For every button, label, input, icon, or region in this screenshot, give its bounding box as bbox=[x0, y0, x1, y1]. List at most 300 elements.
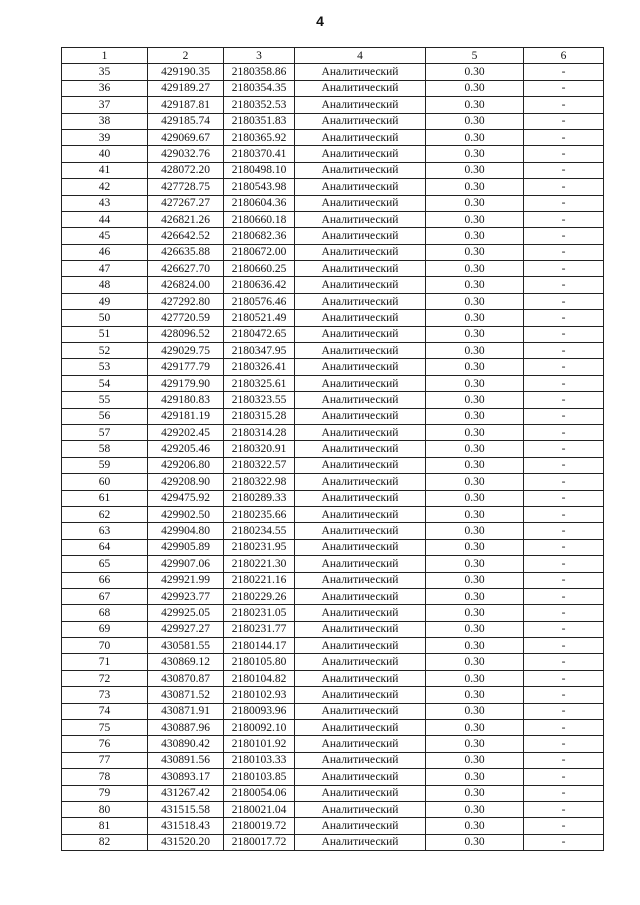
note-cell: - bbox=[524, 506, 604, 522]
table-row bbox=[62, 179, 604, 195]
y-coordinate-cell: 2180521.49 bbox=[224, 310, 295, 326]
table-row bbox=[62, 293, 604, 309]
point-number-cell: 38 bbox=[62, 113, 148, 129]
method-cell: Аналитический bbox=[295, 359, 426, 375]
method-cell: Аналитический bbox=[295, 523, 426, 539]
note-cell: - bbox=[524, 326, 604, 342]
x-coordinate-cell: 429187.81 bbox=[148, 97, 224, 113]
note-cell: - bbox=[524, 375, 604, 391]
column-header-2: 2 bbox=[148, 48, 224, 64]
table-row bbox=[62, 162, 604, 178]
x-coordinate-cell: 426635.88 bbox=[148, 244, 224, 260]
y-coordinate-cell: 2180235.66 bbox=[224, 506, 295, 522]
table-row bbox=[62, 687, 604, 703]
accuracy-cell: 0.30 bbox=[426, 310, 524, 326]
note-cell: - bbox=[524, 474, 604, 490]
accuracy-cell: 0.30 bbox=[426, 752, 524, 768]
method-cell: Аналитический bbox=[295, 310, 426, 326]
table-row bbox=[62, 654, 604, 670]
point-number-cell: 80 bbox=[62, 801, 148, 817]
x-coordinate-cell: 427728.75 bbox=[148, 179, 224, 195]
accuracy-cell: 0.30 bbox=[426, 818, 524, 834]
accuracy-cell: 0.30 bbox=[426, 703, 524, 719]
accuracy-cell: 0.30 bbox=[426, 720, 524, 736]
x-coordinate-cell: 427292.80 bbox=[148, 293, 224, 309]
method-cell: Аналитический bbox=[295, 80, 426, 96]
x-coordinate-cell: 428096.52 bbox=[148, 326, 224, 342]
accuracy-cell: 0.30 bbox=[426, 539, 524, 555]
method-cell: Аналитический bbox=[295, 129, 426, 145]
accuracy-cell: 0.30 bbox=[426, 670, 524, 686]
accuracy-cell: 0.30 bbox=[426, 277, 524, 293]
y-coordinate-cell: 2180352.53 bbox=[224, 97, 295, 113]
table-row bbox=[62, 129, 604, 145]
note-cell: - bbox=[524, 310, 604, 326]
point-number-cell: 57 bbox=[62, 424, 148, 440]
method-cell: Аналитический bbox=[295, 736, 426, 752]
table-row bbox=[62, 785, 604, 801]
table-row bbox=[62, 228, 604, 244]
method-cell: Аналитический bbox=[295, 572, 426, 588]
point-number-cell: 53 bbox=[62, 359, 148, 375]
y-coordinate-cell: 2180576.46 bbox=[224, 293, 295, 309]
y-coordinate-cell: 2180358.86 bbox=[224, 64, 295, 80]
note-cell: - bbox=[524, 408, 604, 424]
column-header-3: 3 bbox=[224, 48, 295, 64]
y-coordinate-cell: 2180234.55 bbox=[224, 523, 295, 539]
x-coordinate-cell: 430869.12 bbox=[148, 654, 224, 670]
accuracy-cell: 0.30 bbox=[426, 736, 524, 752]
accuracy-cell: 0.30 bbox=[426, 490, 524, 506]
table-row bbox=[62, 113, 604, 129]
x-coordinate-cell: 429907.06 bbox=[148, 556, 224, 572]
y-coordinate-cell: 2180370.41 bbox=[224, 146, 295, 162]
note-cell: - bbox=[524, 785, 604, 801]
method-cell: Аналитический bbox=[295, 244, 426, 260]
y-coordinate-cell: 2180019.72 bbox=[224, 818, 295, 834]
point-number-cell: 62 bbox=[62, 506, 148, 522]
accuracy-cell: 0.30 bbox=[426, 621, 524, 637]
method-cell: Аналитический bbox=[295, 211, 426, 227]
table-row bbox=[62, 621, 604, 637]
accuracy-cell: 0.30 bbox=[426, 293, 524, 309]
point-number-cell: 46 bbox=[62, 244, 148, 260]
y-coordinate-cell: 2180660.25 bbox=[224, 261, 295, 277]
point-number-cell: 72 bbox=[62, 670, 148, 686]
table-row bbox=[62, 670, 604, 686]
accuracy-cell: 0.30 bbox=[426, 392, 524, 408]
point-number-cell: 61 bbox=[62, 490, 148, 506]
note-cell: - bbox=[524, 834, 604, 850]
method-cell: Аналитический bbox=[295, 638, 426, 654]
method-cell: Аналитический bbox=[295, 261, 426, 277]
x-coordinate-cell: 429925.05 bbox=[148, 605, 224, 621]
table-row bbox=[62, 572, 604, 588]
note-cell: - bbox=[524, 392, 604, 408]
method-cell: Аналитический bbox=[295, 64, 426, 80]
point-number-cell: 64 bbox=[62, 539, 148, 555]
point-number-cell: 56 bbox=[62, 408, 148, 424]
x-coordinate-cell: 429202.45 bbox=[148, 424, 224, 440]
table-row bbox=[62, 80, 604, 96]
accuracy-cell: 0.30 bbox=[426, 162, 524, 178]
x-coordinate-cell: 429206.80 bbox=[148, 457, 224, 473]
method-cell: Аналитический bbox=[295, 490, 426, 506]
note-cell: - bbox=[524, 146, 604, 162]
note-cell: - bbox=[524, 195, 604, 211]
table-row bbox=[62, 359, 604, 375]
x-coordinate-cell: 429181.19 bbox=[148, 408, 224, 424]
table-row bbox=[62, 408, 604, 424]
method-cell: Аналитический bbox=[295, 720, 426, 736]
point-number-cell: 70 bbox=[62, 638, 148, 654]
note-cell: - bbox=[524, 441, 604, 457]
note-cell: - bbox=[524, 277, 604, 293]
coordinates-table bbox=[61, 47, 604, 851]
method-cell: Аналитический bbox=[295, 343, 426, 359]
table-row bbox=[62, 375, 604, 391]
note-cell: - bbox=[524, 818, 604, 834]
y-coordinate-cell: 2180221.30 bbox=[224, 556, 295, 572]
table-row bbox=[62, 720, 604, 736]
note-cell: - bbox=[524, 703, 604, 719]
x-coordinate-cell: 429029.75 bbox=[148, 343, 224, 359]
point-number-cell: 78 bbox=[62, 769, 148, 785]
accuracy-cell: 0.30 bbox=[426, 113, 524, 129]
accuracy-cell: 0.30 bbox=[426, 408, 524, 424]
table-row bbox=[62, 277, 604, 293]
point-number-cell: 76 bbox=[62, 736, 148, 752]
x-coordinate-cell: 429185.74 bbox=[148, 113, 224, 129]
note-cell: - bbox=[524, 244, 604, 260]
point-number-cell: 36 bbox=[62, 80, 148, 96]
y-coordinate-cell: 2180144.17 bbox=[224, 638, 295, 654]
y-coordinate-cell: 2180102.93 bbox=[224, 687, 295, 703]
accuracy-cell: 0.30 bbox=[426, 228, 524, 244]
column-header-6: 6 bbox=[524, 48, 604, 64]
method-cell: Аналитический bbox=[295, 293, 426, 309]
note-cell: - bbox=[524, 261, 604, 277]
point-number-cell: 82 bbox=[62, 834, 148, 850]
point-number-cell: 41 bbox=[62, 162, 148, 178]
table-row bbox=[62, 506, 604, 522]
note-cell: - bbox=[524, 801, 604, 817]
y-coordinate-cell: 2180323.55 bbox=[224, 392, 295, 408]
y-coordinate-cell: 2180315.28 bbox=[224, 408, 295, 424]
table-row bbox=[62, 801, 604, 817]
point-number-cell: 59 bbox=[62, 457, 148, 473]
method-cell: Аналитический bbox=[295, 326, 426, 342]
x-coordinate-cell: 429904.80 bbox=[148, 523, 224, 539]
note-cell: - bbox=[524, 343, 604, 359]
note-cell: - bbox=[524, 588, 604, 604]
accuracy-cell: 0.30 bbox=[426, 129, 524, 145]
note-cell: - bbox=[524, 162, 604, 178]
point-number-cell: 66 bbox=[62, 572, 148, 588]
y-coordinate-cell: 2180682.36 bbox=[224, 228, 295, 244]
accuracy-cell: 0.30 bbox=[426, 687, 524, 703]
accuracy-cell: 0.30 bbox=[426, 195, 524, 211]
y-coordinate-cell: 2180604.36 bbox=[224, 195, 295, 211]
x-coordinate-cell: 429069.67 bbox=[148, 129, 224, 145]
note-cell: - bbox=[524, 228, 604, 244]
method-cell: Аналитический bbox=[295, 277, 426, 293]
accuracy-cell: 0.30 bbox=[426, 146, 524, 162]
method-cell: Аналитический bbox=[295, 801, 426, 817]
y-coordinate-cell: 2180543.98 bbox=[224, 179, 295, 195]
table-row bbox=[62, 326, 604, 342]
accuracy-cell: 0.30 bbox=[426, 359, 524, 375]
table-row bbox=[62, 310, 604, 326]
table-row bbox=[62, 146, 604, 162]
y-coordinate-cell: 2180231.95 bbox=[224, 539, 295, 555]
y-coordinate-cell: 2180326.41 bbox=[224, 359, 295, 375]
y-coordinate-cell: 2180322.57 bbox=[224, 457, 295, 473]
point-number-cell: 51 bbox=[62, 326, 148, 342]
method-cell: Аналитический bbox=[295, 556, 426, 572]
table-header bbox=[62, 48, 604, 64]
accuracy-cell: 0.30 bbox=[426, 375, 524, 391]
point-number-cell: 77 bbox=[62, 752, 148, 768]
method-cell: Аналитический bbox=[295, 474, 426, 490]
note-cell: - bbox=[524, 179, 604, 195]
method-cell: Аналитический bbox=[295, 113, 426, 129]
y-coordinate-cell: 2180325.61 bbox=[224, 375, 295, 391]
x-coordinate-cell: 429189.27 bbox=[148, 80, 224, 96]
point-number-cell: 60 bbox=[62, 474, 148, 490]
note-cell: - bbox=[524, 539, 604, 555]
accuracy-cell: 0.30 bbox=[426, 556, 524, 572]
method-cell: Аналитический bbox=[295, 506, 426, 522]
table-row bbox=[62, 588, 604, 604]
y-coordinate-cell: 2180093.96 bbox=[224, 703, 295, 719]
method-cell: Аналитический bbox=[295, 408, 426, 424]
note-cell: - bbox=[524, 687, 604, 703]
x-coordinate-cell: 429180.83 bbox=[148, 392, 224, 408]
x-coordinate-cell: 428072.20 bbox=[148, 162, 224, 178]
x-coordinate-cell: 426821.26 bbox=[148, 211, 224, 227]
note-cell: - bbox=[524, 424, 604, 440]
method-cell: Аналитический bbox=[295, 588, 426, 604]
note-cell: - bbox=[524, 293, 604, 309]
method-cell: Аналитический bbox=[295, 621, 426, 637]
method-cell: Аналитический bbox=[295, 392, 426, 408]
point-number-cell: 68 bbox=[62, 605, 148, 621]
note-cell: - bbox=[524, 736, 604, 752]
table-row bbox=[62, 490, 604, 506]
note-cell: - bbox=[524, 80, 604, 96]
point-number-cell: 67 bbox=[62, 588, 148, 604]
y-coordinate-cell: 2180103.85 bbox=[224, 769, 295, 785]
accuracy-cell: 0.30 bbox=[426, 654, 524, 670]
x-coordinate-cell: 430890.42 bbox=[148, 736, 224, 752]
x-coordinate-cell: 429190.35 bbox=[148, 64, 224, 80]
x-coordinate-cell: 431515.58 bbox=[148, 801, 224, 817]
page-number: 4 bbox=[316, 13, 324, 29]
x-coordinate-cell: 429902.50 bbox=[148, 506, 224, 522]
method-cell: Аналитический bbox=[295, 769, 426, 785]
table-row bbox=[62, 97, 604, 113]
y-coordinate-cell: 2180289.33 bbox=[224, 490, 295, 506]
accuracy-cell: 0.30 bbox=[426, 588, 524, 604]
point-number-cell: 44 bbox=[62, 211, 148, 227]
point-number-cell: 73 bbox=[62, 687, 148, 703]
x-coordinate-cell: 426642.52 bbox=[148, 228, 224, 244]
method-cell: Аналитический bbox=[295, 375, 426, 391]
note-cell: - bbox=[524, 621, 604, 637]
method-cell: Аналитический bbox=[295, 605, 426, 621]
method-cell: Аналитический bbox=[295, 457, 426, 473]
y-coordinate-cell: 2180314.28 bbox=[224, 424, 295, 440]
table-row bbox=[62, 638, 604, 654]
x-coordinate-cell: 430887.96 bbox=[148, 720, 224, 736]
accuracy-cell: 0.30 bbox=[426, 64, 524, 80]
y-coordinate-cell: 2180636.42 bbox=[224, 277, 295, 293]
x-coordinate-cell: 426627.70 bbox=[148, 261, 224, 277]
note-cell: - bbox=[524, 113, 604, 129]
accuracy-cell: 0.30 bbox=[426, 179, 524, 195]
point-number-cell: 79 bbox=[62, 785, 148, 801]
table-row bbox=[62, 474, 604, 490]
note-cell: - bbox=[524, 64, 604, 80]
point-number-cell: 35 bbox=[62, 64, 148, 80]
y-coordinate-cell: 2180347.95 bbox=[224, 343, 295, 359]
table-row bbox=[62, 441, 604, 457]
y-coordinate-cell: 2180017.72 bbox=[224, 834, 295, 850]
accuracy-cell: 0.30 bbox=[426, 211, 524, 227]
accuracy-cell: 0.30 bbox=[426, 441, 524, 457]
method-cell: Аналитический bbox=[295, 785, 426, 801]
point-number-cell: 58 bbox=[62, 441, 148, 457]
x-coordinate-cell: 429923.77 bbox=[148, 588, 224, 604]
table-row bbox=[62, 605, 604, 621]
x-coordinate-cell: 429032.76 bbox=[148, 146, 224, 162]
note-cell: - bbox=[524, 523, 604, 539]
method-cell: Аналитический bbox=[295, 97, 426, 113]
point-number-cell: 47 bbox=[62, 261, 148, 277]
y-coordinate-cell: 2180105.80 bbox=[224, 654, 295, 670]
y-coordinate-cell: 2180354.35 bbox=[224, 80, 295, 96]
table-row bbox=[62, 424, 604, 440]
note-cell: - bbox=[524, 720, 604, 736]
method-cell: Аналитический bbox=[295, 654, 426, 670]
accuracy-cell: 0.30 bbox=[426, 80, 524, 96]
table-row bbox=[62, 261, 604, 277]
x-coordinate-cell: 430893.17 bbox=[148, 769, 224, 785]
method-cell: Аналитический bbox=[295, 424, 426, 440]
point-number-cell: 75 bbox=[62, 720, 148, 736]
y-coordinate-cell: 2180672.00 bbox=[224, 244, 295, 260]
table-row bbox=[62, 244, 604, 260]
accuracy-cell: 0.30 bbox=[426, 638, 524, 654]
table-row bbox=[62, 539, 604, 555]
x-coordinate-cell: 429177.79 bbox=[148, 359, 224, 375]
y-coordinate-cell: 2180054.06 bbox=[224, 785, 295, 801]
x-coordinate-cell: 430870.87 bbox=[148, 670, 224, 686]
accuracy-cell: 0.30 bbox=[426, 457, 524, 473]
accuracy-cell: 0.30 bbox=[426, 572, 524, 588]
x-coordinate-cell: 431518.43 bbox=[148, 818, 224, 834]
note-cell: - bbox=[524, 605, 604, 621]
point-number-cell: 65 bbox=[62, 556, 148, 572]
table-row bbox=[62, 64, 604, 80]
x-coordinate-cell: 427267.27 bbox=[148, 195, 224, 211]
accuracy-cell: 0.30 bbox=[426, 834, 524, 850]
table-row bbox=[62, 392, 604, 408]
point-number-cell: 54 bbox=[62, 375, 148, 391]
point-number-cell: 52 bbox=[62, 343, 148, 359]
method-cell: Аналитический bbox=[295, 818, 426, 834]
y-coordinate-cell: 2180498.10 bbox=[224, 162, 295, 178]
y-coordinate-cell: 2180231.05 bbox=[224, 605, 295, 621]
x-coordinate-cell: 430581.55 bbox=[148, 638, 224, 654]
method-cell: Аналитический bbox=[295, 687, 426, 703]
point-number-cell: 45 bbox=[62, 228, 148, 244]
point-number-cell: 43 bbox=[62, 195, 148, 211]
accuracy-cell: 0.30 bbox=[426, 523, 524, 539]
y-coordinate-cell: 2180472.65 bbox=[224, 326, 295, 342]
y-coordinate-cell: 2180221.16 bbox=[224, 572, 295, 588]
x-coordinate-cell: 429905.89 bbox=[148, 539, 224, 555]
method-cell: Аналитический bbox=[295, 146, 426, 162]
point-number-cell: 71 bbox=[62, 654, 148, 670]
column-header-1: 1 bbox=[62, 48, 148, 64]
x-coordinate-cell: 426824.00 bbox=[148, 277, 224, 293]
header-row bbox=[62, 48, 604, 64]
note-cell: - bbox=[524, 752, 604, 768]
y-coordinate-cell: 2180092.10 bbox=[224, 720, 295, 736]
note-cell: - bbox=[524, 769, 604, 785]
table-row bbox=[62, 834, 604, 850]
table-row bbox=[62, 211, 604, 227]
note-cell: - bbox=[524, 490, 604, 506]
column-header-4: 4 bbox=[295, 48, 426, 64]
table-row bbox=[62, 752, 604, 768]
x-coordinate-cell: 429179.90 bbox=[148, 375, 224, 391]
point-number-cell: 40 bbox=[62, 146, 148, 162]
point-number-cell: 74 bbox=[62, 703, 148, 719]
table-body bbox=[62, 64, 604, 851]
x-coordinate-cell: 431267.42 bbox=[148, 785, 224, 801]
method-cell: Аналитический bbox=[295, 228, 426, 244]
table-row bbox=[62, 343, 604, 359]
x-coordinate-cell: 429921.99 bbox=[148, 572, 224, 588]
accuracy-cell: 0.30 bbox=[426, 261, 524, 277]
note-cell: - bbox=[524, 457, 604, 473]
table-row bbox=[62, 457, 604, 473]
y-coordinate-cell: 2180021.04 bbox=[224, 801, 295, 817]
method-cell: Аналитический bbox=[295, 670, 426, 686]
table-row bbox=[62, 736, 604, 752]
y-coordinate-cell: 2180101.92 bbox=[224, 736, 295, 752]
point-number-cell: 49 bbox=[62, 293, 148, 309]
x-coordinate-cell: 429205.46 bbox=[148, 441, 224, 457]
x-coordinate-cell: 429208.90 bbox=[148, 474, 224, 490]
table-row bbox=[62, 769, 604, 785]
y-coordinate-cell: 2180660.18 bbox=[224, 211, 295, 227]
y-coordinate-cell: 2180231.77 bbox=[224, 621, 295, 637]
note-cell: - bbox=[524, 211, 604, 227]
x-coordinate-cell: 431520.20 bbox=[148, 834, 224, 850]
note-cell: - bbox=[524, 97, 604, 113]
accuracy-cell: 0.30 bbox=[426, 97, 524, 113]
method-cell: Аналитический bbox=[295, 195, 426, 211]
note-cell: - bbox=[524, 129, 604, 145]
accuracy-cell: 0.30 bbox=[426, 506, 524, 522]
note-cell: - bbox=[524, 670, 604, 686]
note-cell: - bbox=[524, 572, 604, 588]
accuracy-cell: 0.30 bbox=[426, 326, 524, 342]
